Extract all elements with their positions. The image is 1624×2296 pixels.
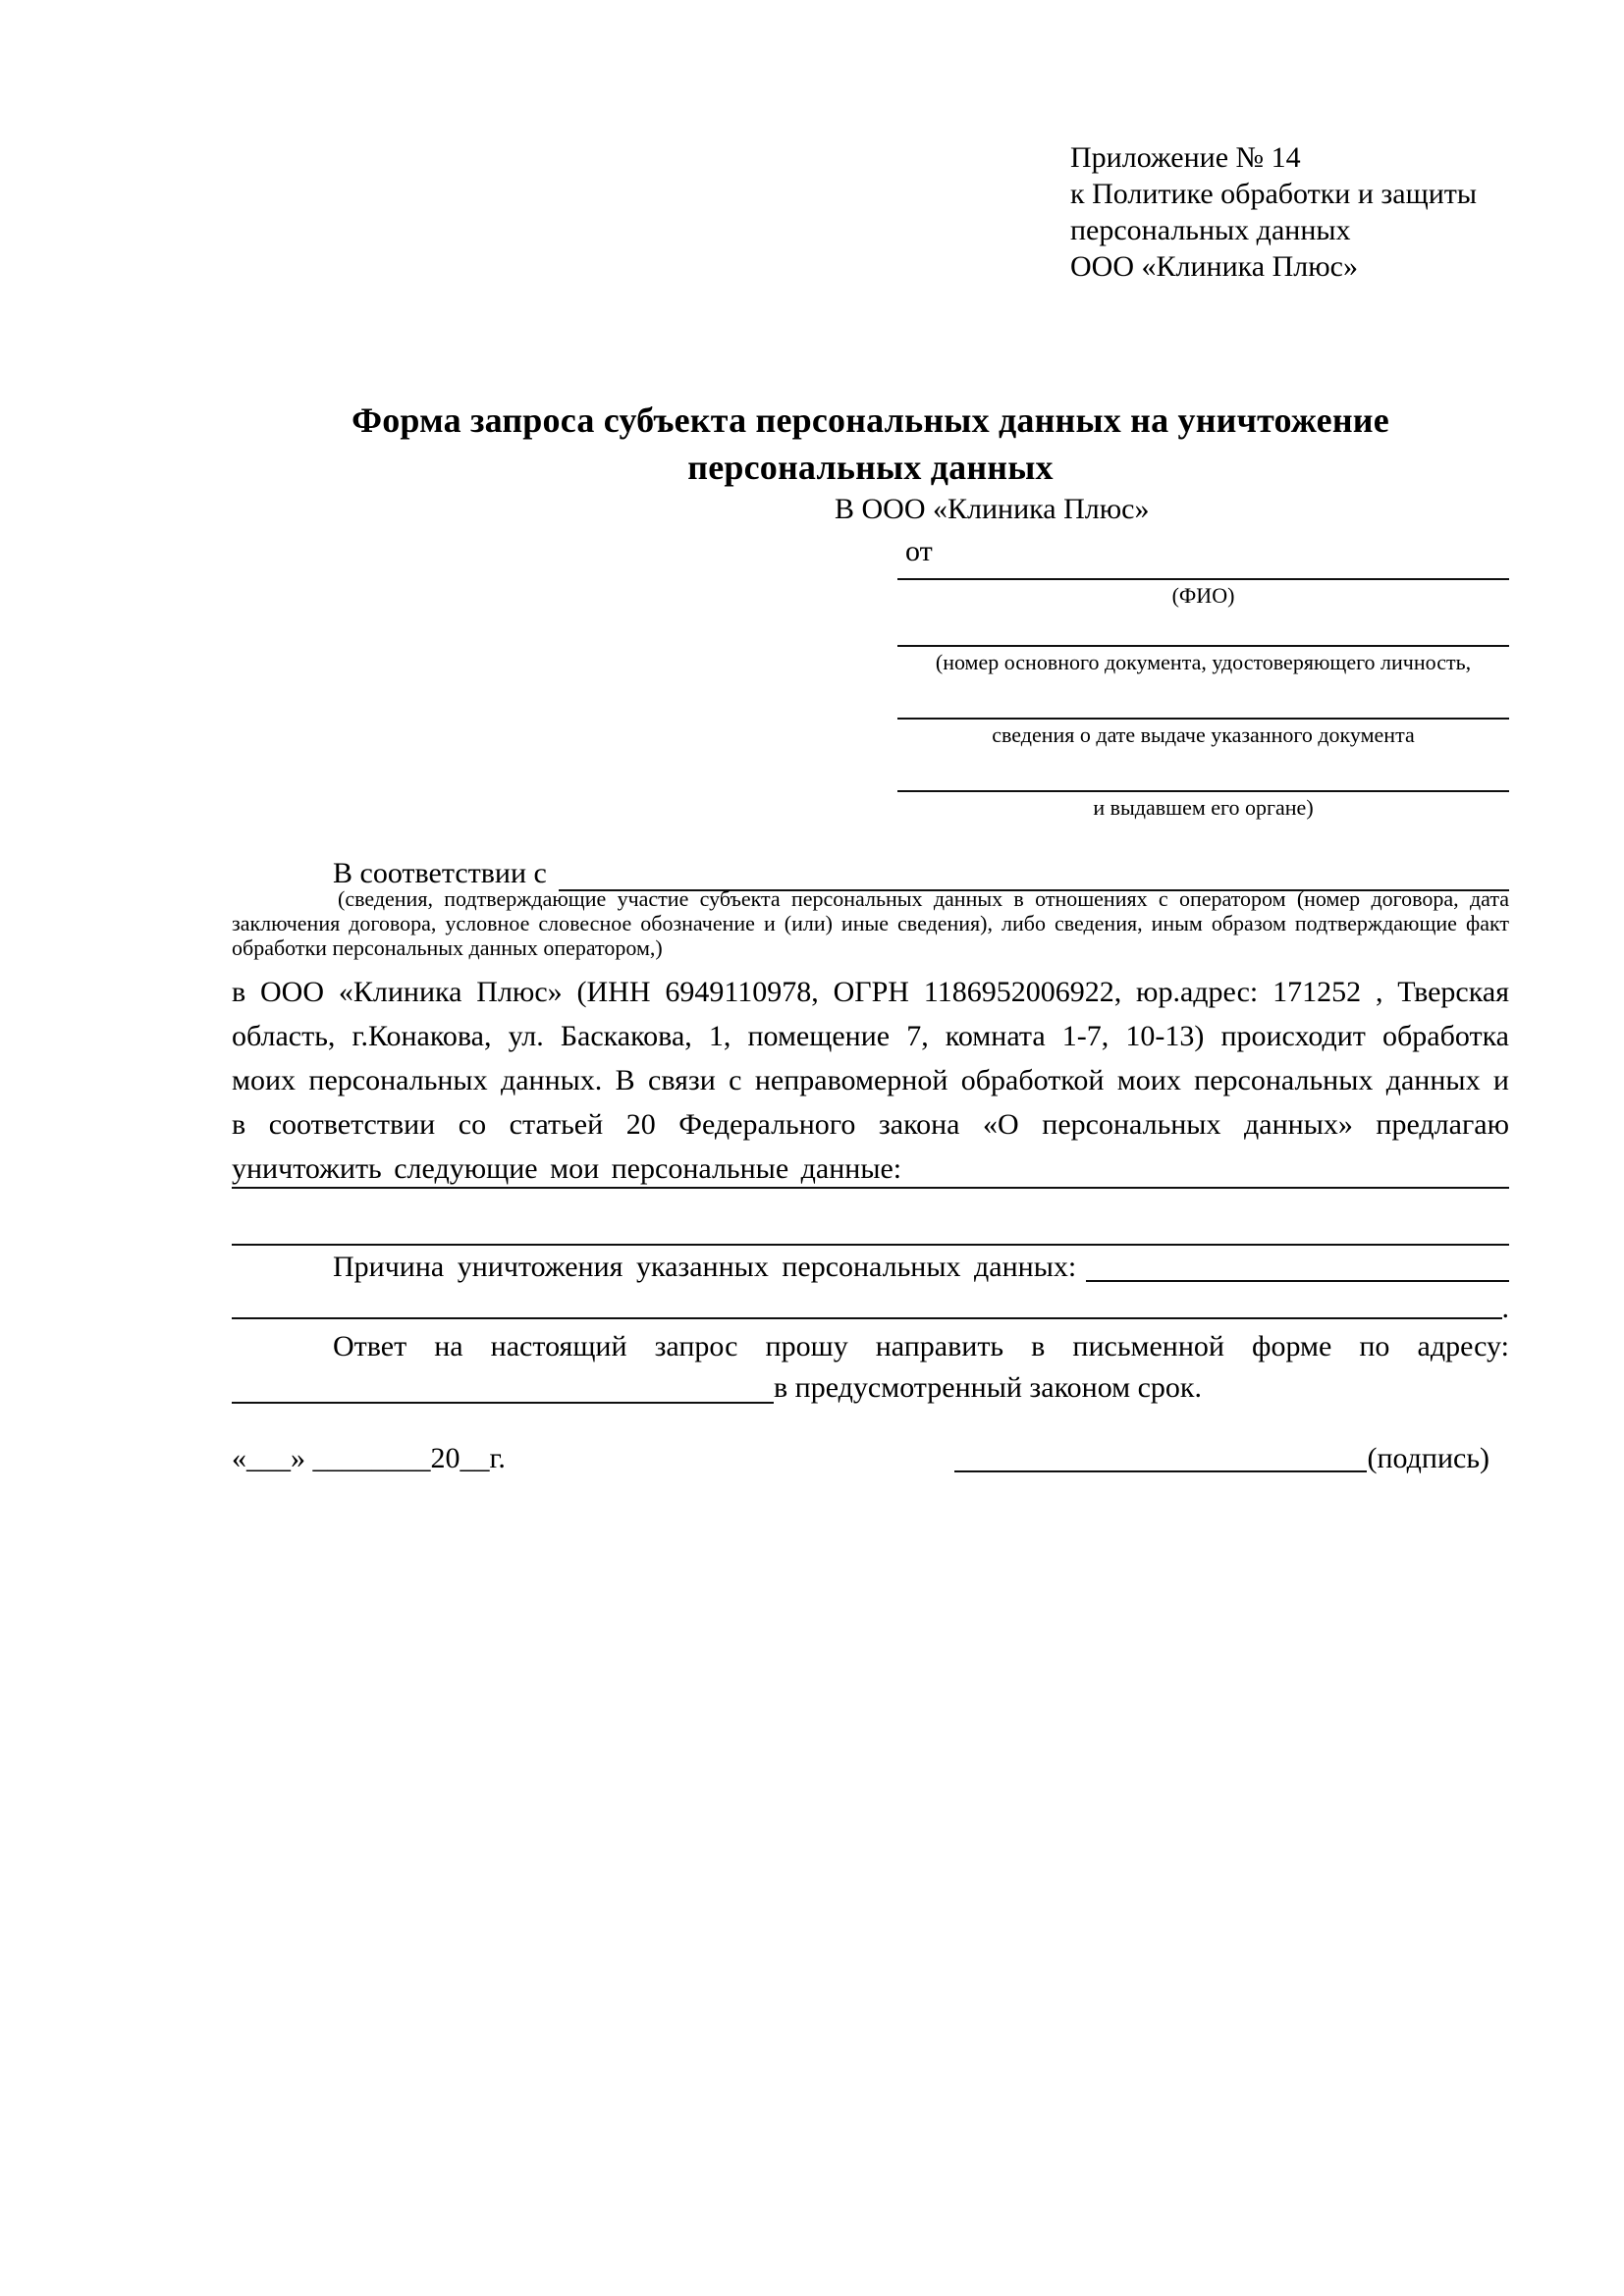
signature-caption: (подпись)	[1367, 1442, 1489, 1474]
fio-caption: (ФИО)	[1171, 583, 1235, 608]
response-sentence: Ответ на настоящий запрос прошу направить в письменной форме по адресу:	[333, 1330, 1509, 1362]
issuing-authority-caption: и выдавшем его органе)	[1093, 795, 1314, 820]
fio-blank-line[interactable]	[897, 545, 1509, 580]
from-label: от	[905, 535, 933, 567]
personal-data-blank-line-1[interactable]	[232, 1153, 1509, 1189]
field-fio	[897, 545, 1509, 608]
reason-label: Причина уничтожения указанных персональных данных:	[333, 1251, 1077, 1283]
reason-continuation-row	[232, 1290, 1509, 1324]
deadline-text: в предусмотренный законом срок.	[774, 1371, 1202, 1404]
document-title-line1: Форма запроса субъекта персональных данных на уничтожение	[352, 400, 1389, 440]
appendix-line-2: к Политике обработки и защиты	[1070, 178, 1478, 210]
body-paragraph: в ООО «Клиника Плюс» (ИНН 6949110978, ОГРН 1186952006922, юр.адрес: 171252 , Тверская область, г.Конакова, ул. Баскакова, 1, помещение 7, комната 1-7, 10-13) происходит обработка моих персональных данных. В связи с неправомерной обработкой моих персональных данных и в соответствии со статьей 20 Федерального закона «О персональных данных» предлагаю уничтожить следующие мои персональные данные:	[232, 976, 1509, 1185]
period-text: .	[1501, 1292, 1509, 1324]
document-number-caption: (номер основного документа, удостоверяющего личность,	[935, 650, 1472, 674]
appendix-line-4: ООО «Клиника Плюс»	[1070, 250, 1358, 283]
reason-blank-line-2[interactable]	[232, 1317, 1502, 1319]
field-issue-date	[897, 684, 1509, 747]
deadline-row	[232, 1370, 1509, 1404]
address-blank-line[interactable]	[232, 1402, 774, 1404]
document-number-blank-line[interactable]	[897, 612, 1509, 647]
issue-date-blank-line[interactable]	[897, 684, 1509, 720]
signature-row	[232, 1439, 1509, 1476]
appendix-line-3: персональных данных	[1070, 214, 1351, 246]
issue-date-caption: сведения о дате выдаче указанного документа	[992, 722, 1415, 747]
issuing-authority-blank-line[interactable]	[897, 757, 1509, 792]
personal-data-blank-line-2[interactable]	[232, 1210, 1509, 1246]
field-document-number	[897, 612, 1509, 674]
document-title-line2: персональных данных	[687, 448, 1054, 487]
date-blank-field[interactable]: «___» ________20__г.	[232, 1442, 506, 1474]
reason-blank-line[interactable]	[1086, 1280, 1509, 1282]
signature-blank-line[interactable]	[954, 1470, 1367, 1472]
appendix-block	[1070, 139, 1532, 285]
accordance-note: (сведения, подтверждающие участие субъекта персональных данных в отношениях с оператором (номер договора, дата заключения договора, условное словесное обозначение и (или) иные сведения), либо сведения, иным образом подтверждающие факт обработки персональных данных оператором,)	[232, 886, 1509, 960]
appendix-line-1: Приложение № 14	[1070, 141, 1301, 174]
field-issuing-authority	[897, 757, 1509, 820]
accordance-lead: В соответствии с	[333, 857, 547, 889]
addressee-organization: В ООО «Клиника Плюс»	[835, 493, 1150, 525]
reason-row	[232, 1251, 1509, 1282]
